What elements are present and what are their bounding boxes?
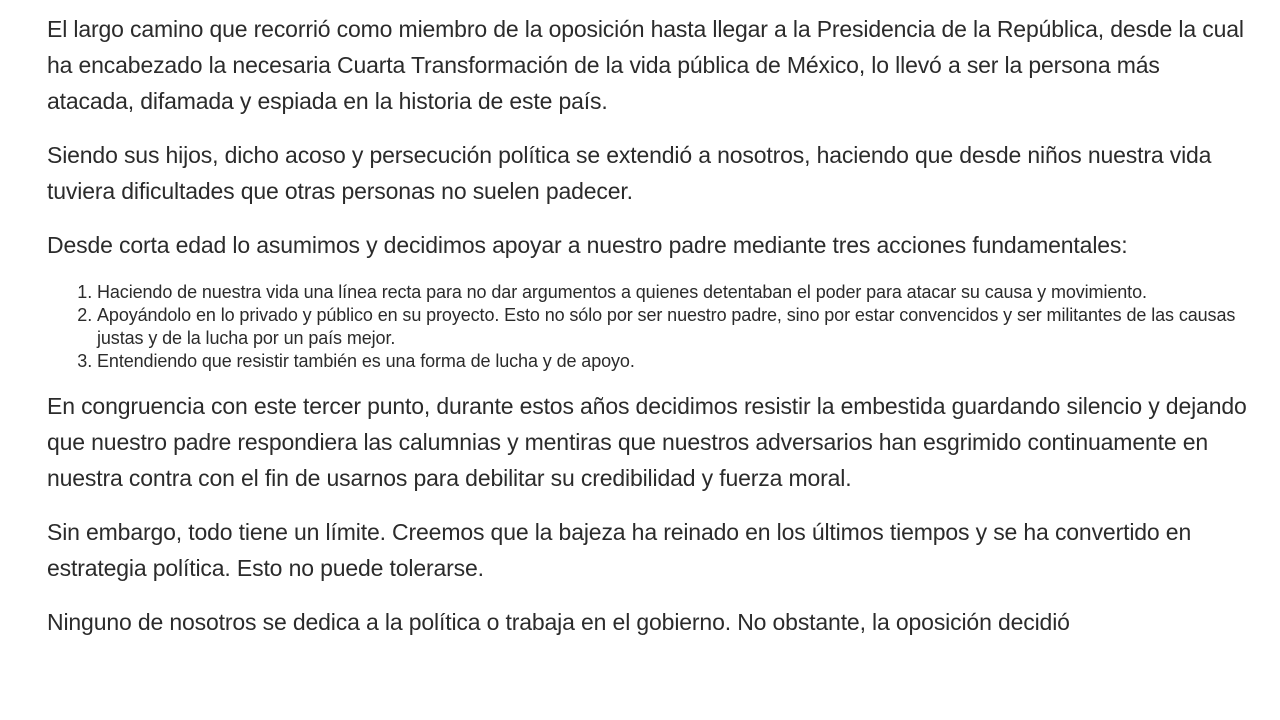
article-body [47,11,1247,658]
actions-list [47,281,1247,373]
list-item: 2. Apoyándolo en lo privado y público en su proyecto. Esto no sólo por ser nuestro padre, sino por estar convencidos y ser militantes de las causas justas y de la lucha por un país mejor. [97,304,1247,350]
paragraph-2: Siendo sus hijos, dicho acoso y persecución política se extendió a nosotros, haciendo que desde niños nuestra vida tuviera dificultades que otras personas no suelen padecer. [47,142,1212,204]
paragraph-3: Desde corta edad lo asumimos y decidimos apoyar a nuestro padre mediante tres acciones fundamentales: [47,232,1128,258]
paragraph-6: Ninguno de nosotros se dedica a la política o trabaja en el gobierno. No obstante, la oposición decidió [47,609,1070,635]
list-item: 3. Entendiendo que resistir también es una forma de lucha y de apoyo. [97,350,1247,373]
list-item: 1. Haciendo de nuestra vida una línea recta para no dar argumentos a quienes detentaban el poder para atacar su causa y movimiento. [97,281,1247,304]
paragraph-5: Sin embargo, todo tiene un límite. Creemos que la bajeza ha reinado en los últimos tiempos y se ha convertido en estrategia política. Esto no puede tolerarse. [47,519,1192,581]
paragraph-4: En congruencia con este tercer punto, durante estos años decidimos resistir la embestida guardando silencio y dejando que nuestro padre respondiera las calumnias y mentiras que nuestros adversarios han esgrimido continuamente en nuestra contra con el fin de usarnos para debilitar su credibilidad y fuerza moral. [47,393,1247,491]
paragraph-1: El largo camino que recorrió como miembro de la oposición hasta llegar a la Presidencia de la República, desde la cual ha encabezado la necesaria Cuarta Transformación de la vida pública de México, lo llevó a ser la persona más atacada, difamada y espiada en la historia de este país. [47,16,1244,114]
